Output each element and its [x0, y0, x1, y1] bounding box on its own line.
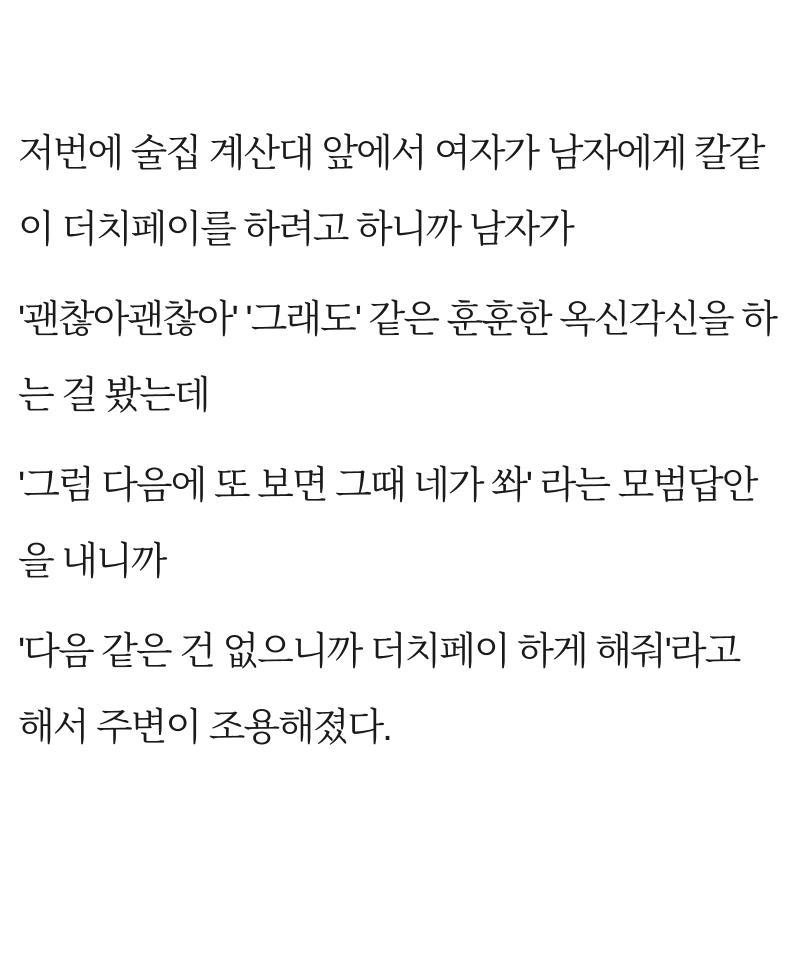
story-paragraph-4: '다음 같은 건 없으니까 더치페이 하게 해줘'라고 해서 주변이 조용해졌다. [18, 631, 740, 749]
story-paragraph-2: '괜찮아괜찮아' '그래도' 같은 훈훈한 옥신각신을 하는 걸 봤는데 [18, 299, 776, 417]
story-paragraph-1: 저번에 술집 계산대 앞에서 여자가 남자에게 칼같이 더치페이를 하려고 하니까 남자가 [18, 133, 764, 251]
story-paragraph-3: '그럼 다음에 또 보면 그때 네가 쏴' 라는 모범답안을 내니까 [18, 465, 757, 583]
